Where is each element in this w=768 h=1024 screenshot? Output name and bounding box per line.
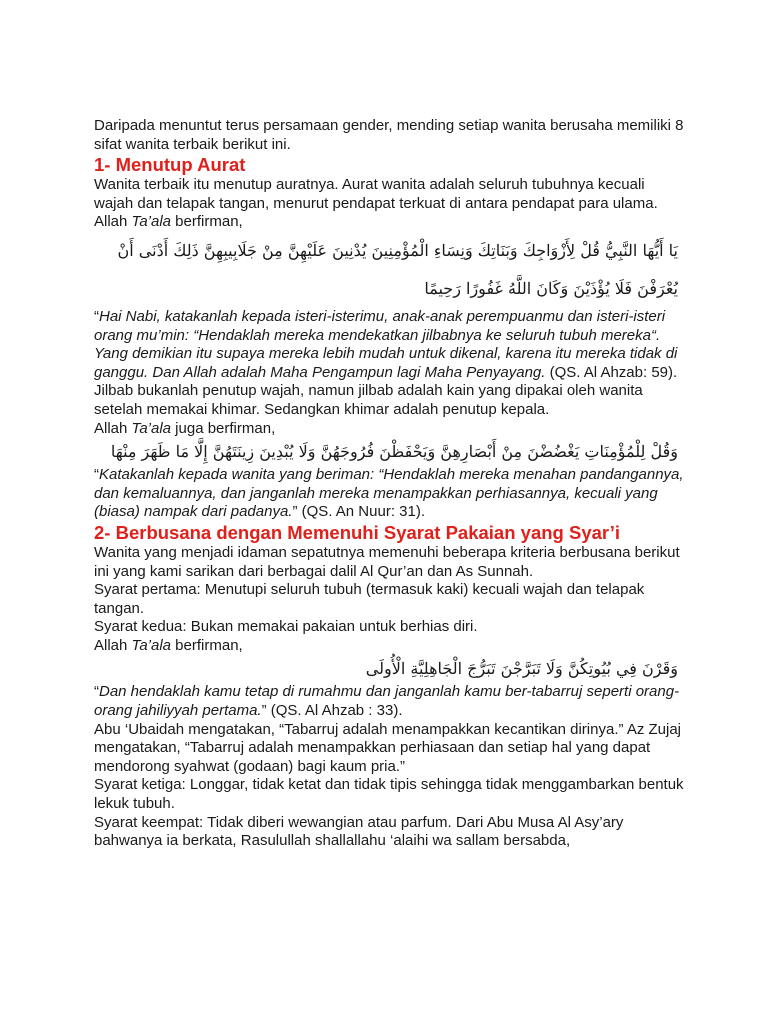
italic-text: Ta’ala (131, 636, 172, 654)
quote-text: Dan hendaklah kamu tetap di rumahmu dan janganlah kamu ber-tabarruj seperti orang-orang jahiliyyah pertama. (94, 683, 680, 720)
quote-reference: ” (QS. An Nuur: 31). (292, 503, 425, 521)
syarat-keempat: Syarat keempat: Tidak diberi wewangian atau parfum. Dari Abu Musa Al Asy’ary bahwanya ia berkata, Rasulullah shallallahu ‘alaihi wa sallam bersabda, (94, 813, 624, 850)
quote-text: Hai Nabi, katakanlah kepada isteri-isterimu, anak-anak perempuanmu dan isteri-isteri orang mu’min: “Hendaklah mereka mendekatkan jilbabnya ke seluruh tubuh mereka“. Yang demikian itu supaya mereka lebih mudah untuk dikenal, karena itu mereka tidak di ganggu. Dan Allah adalah Maha Pengampun lagi Maha Penyayang. (94, 307, 678, 381)
text: berfirman, (171, 636, 243, 654)
arabic-verse-1: يَا أَيُّهَا النَّبِيُّ قُلْ لِأَزْوَاجِكَ وَبَنَاتِكَ وَنِسَاءِ الْمُؤْمِنِينَ يُدْنِينَ عَلَيْهِنَّ مِنْ جَلَابِيبِهِنَّ ذَلِكَ أَدْنَى أَنْ يُعْرَفْنَ فَلَا يُؤْذَيْنَ وَكَانَ اللَّهُ غَفُورًا رَحِيمًا (117, 240, 678, 298)
text: juga berfirman, (171, 419, 276, 437)
text: berfirman, (171, 213, 243, 231)
allah-berfirman-2 (94, 420, 684, 439)
italic-text: Ta’ala (131, 213, 172, 231)
text: “ (94, 307, 99, 325)
text: “ (94, 683, 99, 701)
text: Allah (94, 419, 132, 437)
arabic-verse-2: وَقُلْ لِلْمُؤْمِنَاتِ يَغْضُضْنَ مِنْ أَبْصَارِهِنَّ وَيَحْفَظْنَ فُرُوجَهُنَّ وَلَا يُبْدِينَ زِينَتَهُنَّ إِلَّا مَا ظَهَرَ مِنْهَا (110, 442, 678, 462)
paragraph-kriteria: Wanita yang menjadi idaman sepatutnya memenuhi beberapa kriteria berbusana berikut ini yang kami sarikan dari berbagai dalil Al Qur’an dan As Sunnah. (94, 543, 680, 580)
quote-reference: ” (QS. Al Ahzab : 33). (261, 702, 403, 720)
text: Allah (94, 213, 132, 231)
heading-berbusana-syari: 2- Berbusana dengan Memenuhi Syarat Pakaian yang Syar’i (94, 521, 621, 543)
syarat-kedua: Syarat kedua: Bukan memakai pakaian untuk berhias diri. (94, 618, 478, 636)
quote-al-ahzab-59 (94, 308, 684, 382)
text: “ (94, 466, 99, 484)
arabic-verse-3: وَقَرْنَ فِي بُيُوتِكُنَّ وَلَا تَبَرَّجْنَ تَبَرُّجَ الْجَاهِلِيَّةِ الْأُولَى (365, 659, 678, 679)
paragraph-tabarruj: Abu ‘Ubaidah mengatakan, “Tabarruj adalah menampakkan kecantikan dirinya.” Az Zujaj mengatakan, “Tabarruj adalah menampakkan perhiasaan dan setiap hal yang dapat mendorong syahwat (godaan) bagi kaum pria.” (94, 720, 681, 775)
syarat-ketiga: Syarat ketiga: Longgar, tidak ketat dan tidak tipis sehingga tidak menggambarkan bentuk lekuk tubuh. (94, 776, 684, 813)
syarat-pertama: Syarat pertama: Menutupi seluruh tubuh (termasuk kaki) kecuali wajah dan telapak tangan. (94, 581, 645, 617)
allah-berfirman-3 (94, 637, 684, 656)
quote-an-nuur-31 (94, 466, 684, 522)
paragraph-jilbab: Jilbab bukanlah penutup wajah, namun jilbab adalah kain yang dipakai oleh wanita setelah memakai khimar. Sedangkan khimar adalah penutup kepala. (94, 382, 643, 418)
quote-reference: (QS. Al Ahzab: 59). (545, 363, 678, 381)
quote-al-ahzab-33 (94, 683, 684, 720)
quote-text: Katakanlah kepada wanita yang beriman: “Hendaklah mereka menahan pandangannya, dan kemaluannya, dan janganlah mereka menampakkan perhiasannya, kecuali yang (biasa) nampak dari padanya. (94, 466, 684, 521)
text: Allah (94, 636, 132, 654)
document-page (94, 117, 684, 851)
intro-paragraph: Daripada menuntut terus persamaan gender, mending setiap wanita berusaha memiliki 8 sifat wanita terbaik berikut ini. (94, 117, 684, 153)
italic-text: Ta’ala (131, 419, 172, 437)
paragraph-aurat: Wanita terbaik itu menutup auratnya. Aurat wanita adalah seluruh tubuhnya kecuali wajah dan telapak tangan, menurut pendapat terkuat di antara pendapat para ulama. (94, 176, 658, 212)
heading-menutup-aurat: 1- Menutup Aurat (94, 154, 246, 176)
allah-berfirman-1 (94, 213, 684, 232)
